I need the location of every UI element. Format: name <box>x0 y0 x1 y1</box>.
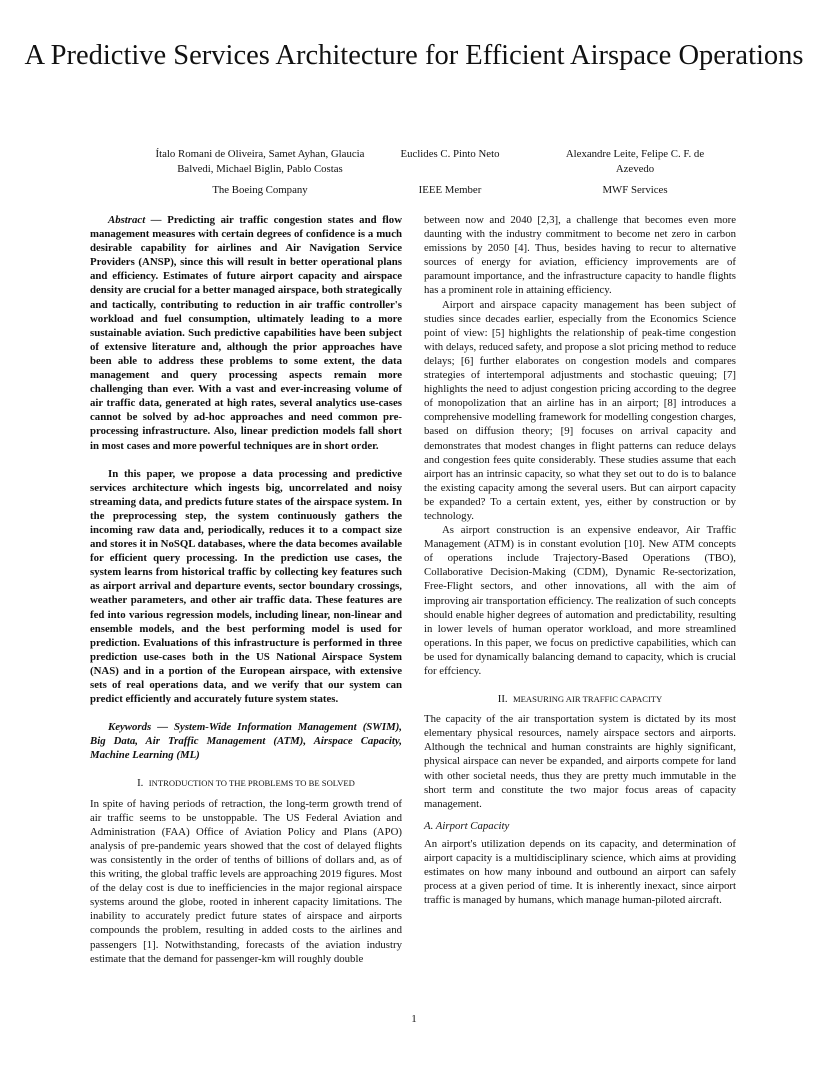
keywords <box>90 720 402 762</box>
abstract-text: Predicting air traffic congestion states and flow management measures with certain degrees of confidence is a much desirable capability for airlines and Air Navigation Service Providers (ANSP), since this will result in better operational plans and efficiency. Estimates of future airport capacity and airspace density are crucial for a better managed airspace, both strategically and tactically, contributing to reduction in air traffic controller's workload and fuel consumption, ultimately leading to a more sustainable aviation. Such predictive capabilities have been subject of extensive literature and, although the prior approaches have been able to address these problems to some extent, the data management and query processing aspects remain more challenging than ever. With a vast and ever-increasing volume of air traffic data, generated at high rates, several analytics use-cases cannot be solved by ad-hoc approaches and need common pre-processing infrastructure. Also, linear prediction models fall short in most cases and more powerful techniques are in short order. <box>90 214 402 452</box>
author-block-3 <box>555 147 715 198</box>
abstract-label: Abstract — <box>108 214 162 226</box>
keywords-text: System-Wide Information Management (SWIM), Big Data, Air Traffic Management (ATM), Airspace Capacity, Machine Learning (ML) <box>90 721 402 762</box>
author-names: Euclides C. Pinto Neto <box>400 148 500 160</box>
author-names: Alexandre Leite, Felipe C. F. de Azevedo <box>565 148 705 175</box>
right-paragraph-1: between now and 2040 [2,3], a challenge that becomes even more daunting with the industry commitment to become net zero in carbon emissions by 2050 [4]. Thus, besides having to recur to alternative sources of energy for aviation, efficiency improvements are of paramount importance, and the infrastructure capacity to handle flights has a prominent role in attaining efficiency. <box>424 214 736 297</box>
author-affiliation: The Boeing Company <box>212 184 308 196</box>
section-heading-1: I. INTRODUCTION TO THE PROBLEMS TO BE SOLVED <box>137 777 355 790</box>
abstract-paragraph-2: In this paper, we propose a data processing and predictive services architecture which ingests big, uncorrelated and noisy streaming data, and predicts future states of the airspace system. In the preprocessing step, the system continuously gathers the incoming raw data and, periodically, reduces it to a compact size and stores it in NoSQL databases, where the data becomes available for efficient query processing. In the prediction use cases, the system learns from historical traffic by collecting key features such as airport arrival and departure events, sector boundary crossings, weather parameters, and other air traffic data. These features are fed into various regression models, including linear, non-linear and ensemble models, and the best performing model is used for prediction. Evaluations of this infrastructure is performed in three prediction use-cases both in the US National Airspace System (NAS) and in a portion of the European airspace, with extensive sets of real operations data, and we verify that our system can predict efficiently and accurately future system states. <box>90 467 402 706</box>
page-number: 1 <box>411 1013 417 1025</box>
section-heading-2: II. MEASURING AIR TRAFFIC CAPACITY <box>497 693 663 706</box>
abstract <box>90 213 402 453</box>
right-paragraph-3: As airport construction is an expensive endeavor, Air Traffic Management (ATM) is in constant evolution [10]. New ATM concepts of operations include Trajectory-Based Operations (TBO), Collaborative Decision-Making (CDM), Dynamic Re-sectorization, Free-Flight sectors, and other innovations, all with the aim of improving air transportation efficiency. The realization of such concepts should enable higher degrees of automation and predictability, resulting in lower levels of human operator workload, and more streamlined operations. In this paper, we focus on predictive capabilities, which can be used for dynamically balancing demand to capacity, which is crucial for effciency. <box>424 524 736 677</box>
keywords-label: Keywords — <box>108 721 169 734</box>
author-affiliation: MWF Services <box>602 184 668 196</box>
right-column <box>424 213 736 907</box>
author-block-1 <box>145 147 375 198</box>
author-affiliation: IEEE Member <box>418 184 482 196</box>
subsection-heading: A. Airport Capacity <box>424 819 510 832</box>
right-paragraph-2: Airport and airspace capacity management has been subject of studies since decades earlier, especially from the Economics Science point of view: [5] highlights the relationship of peak-time congestion with delays, reduced safety, and propose a slot pricing method to reduce delays; [6] further elaborates on congestion models and compares strategies of intertemporal adjustments and stochastic queuing; [7] highlights the need to adjust congestion pricing according to the degree of monopolization that an airline has in an airport; [8] introduces a comprehensive modelling framework for modelling congestion charges, based on diffusion theory; [9] focuses on arrival capacity and demonstrates that modest changes in flight patterns can reduce delays and congestion fees quite considerably. These studies assume that each airport has an intrinsic capacity, so what they set out to do is to balance the existing capacity among the several users. But can airport capacity be expanded? To a certain extent, yes, either by construction or by technology. <box>424 298 736 522</box>
author-names: Ítalo Romani de Oliveira, Samet Ayhan, Glaucia Balvedi, Michael Biglin, Pablo Costas <box>155 148 365 175</box>
intro-paragraph: In spite of having periods of retraction, the long-term growth trend of air traffic seems to be unstoppable. The US Federal Aviation and Administration (FAA) Office of Aviation Policy and Plans (APO) analysis of pre-pandemic years showed that the cost of delayed flights was consistently in the order of tenths of billions of dollars and, as of this writing, the global traffic levels are approaching 2019 figures. Most of the delay cost is due to inefficiencies in the major regional airspace systems around the globe, rooted in inherent capacity limitations. The inability to accurately predict future states of airspace and airports compounds the problem, resulting in added costs to the airlines and passengers [1]. Notwithstanding, forecasts of the aviation industry estimate that the demand for passenger-km will roughly double <box>90 797 402 965</box>
left-column <box>90 213 402 966</box>
paper-title: A Predictive Services Architecture for Efficient Airspace Operations <box>24 40 804 71</box>
subsection-paragraph: An airport's utilization depends on its capacity, and determination of airport capacity is a multidisciplinary science, which aims at providing estimates on how many inbound and outbound an airport can safely process at a given period of time. It is inherently inexact, since airport traffic is managed by humans, which manage human-piloted aircraft. <box>424 837 736 907</box>
section2-paragraph: The capacity of the air transportation system is dictated by its most elementary physical resources, namely airspace sectors and airports. Although the technical and human constraints are highly significant, physical airspace can never be expanded, and airports compete for land with other societal needs, thus they are pretty much immutable in the short term and constitute the two major focus areas of capacity management. <box>424 713 736 810</box>
author-block-2 <box>380 147 520 198</box>
